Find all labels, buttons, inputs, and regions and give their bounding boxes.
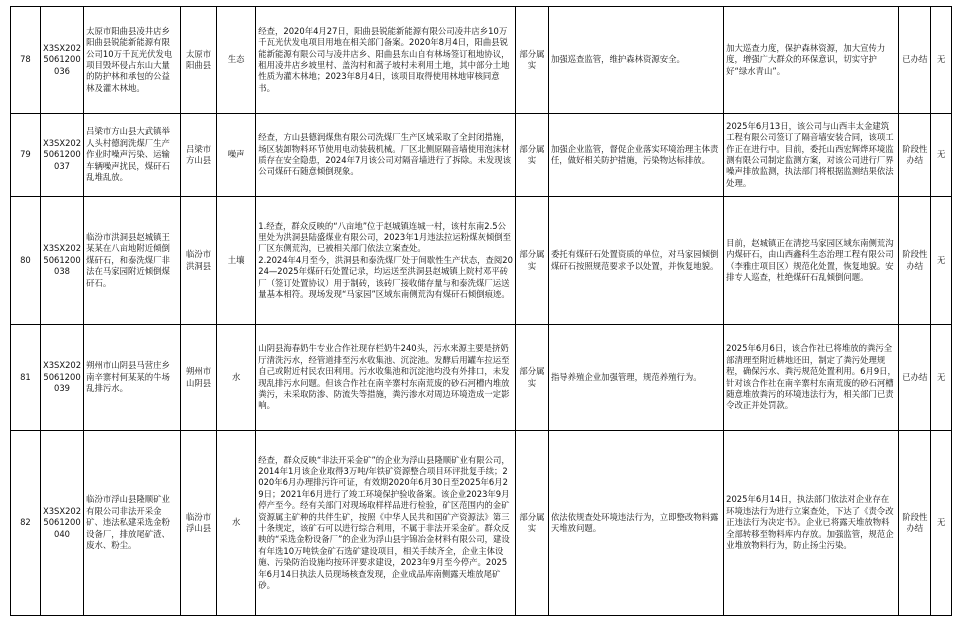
complaint-content: 朔州市山阴县马营庄乡南辛寨村何某某的牛场乱排污水。 xyxy=(84,325,181,431)
row-number: 79 xyxy=(11,114,41,197)
case-code: X3SX2025061200037 xyxy=(40,114,83,197)
accountability: 无 xyxy=(931,114,952,197)
table-row xyxy=(11,7,952,114)
handling-measures: 加强巡查监管，维护森林资源安全。 xyxy=(548,7,723,114)
administrative-area: 朔州市山阴县 xyxy=(181,325,217,431)
complaint-content: 吕梁市方山县大武镇举人头村德润洗煤厂生产作业时噪声污染、运输车辆噪声扰民，煤矸石乱堆乱放。 xyxy=(84,114,181,197)
case-code: X3SX2025061200040 xyxy=(40,431,83,616)
investigation-findings: 经查，2020年4月27日，阳曲县锐能新能源有限公司凌井店乡10万千瓦光伏发电项目用地在相关部门备案。2020年8月4日，阳曲县锐能新能源有限公司与凌井店乡、阳曲县东山自有林场签订租地协议，租用凌井店乡坡里村、盖沟村和蒿子坡村未利用土地，其中部分土地性质为灌木林地；2023年8月4日，该项目取得使用林地审核同意书。 xyxy=(256,7,516,114)
completion-status: 阶段性办结 xyxy=(899,431,931,616)
investigation-findings: 经查，群众反映“非法开采金矿”的企业为浮山县隆顺矿业有限公司，2014年1月该企业取得3万吨/年铁矿资源整合项目环评批复手续；2020年6月办理排污许可证，有效期2020年6月30日至2025年6月29日；2021年6月进行了竣工环境保护验收备案。该企业2023年9月停产至今。经有关部门对现场取样样品进行检验，矿区范围内的金矿资源属主矿种的共伴生矿，按照《中华人民共和国矿产资源法》第三十条规定，该矿石可以进行综合利用，不属于非法开采金矿。群众反映的“采选金粉设备厂”的企业为浮山县宇锦冶金材料有限公司，建设有年选10万吨铁金矿石选矿建设项目，相关手续齐全，企业主体设施、污染防治设施均按环评要求建设，2023年9月至今停产。2025年6月14日执法人员现场核查发现，企业成品库南侧露天堆放尾矿砂。 xyxy=(256,431,516,616)
rectification-progress: 2025年6月13日，该公司与山西丰太金建筑工程有限公司签订了隔音墙安装合同，该项工作正在进行中。目前，委托山西宏辉烨环境监测有限公司制定监测方案，对该公司进行厂界噪声排放监测，执法部门将根据监测结果依法处理。 xyxy=(724,114,899,197)
accountability: 无 xyxy=(931,431,952,616)
table-row xyxy=(11,197,952,325)
handling-measures: 加强企业监管，督促企业落实环境治理主体责任，做好相关防护措施，污染物达标排放。 xyxy=(548,114,723,197)
investigation-findings: 经查，方山县德润煤焦有限公司洗煤厂生产区域采取了全封闭措施，场区装卸物料环节使用电动装载机械。厂区北侧原隔音墙使用泡沫材质存在安全隐患，2024年7月该公司对隔音墙进行了拆除。未发现该公司煤矸石随意倾倒现象。 xyxy=(256,114,516,197)
investigation-findings: 1.经查，群众反映的“八亩地”位于赵城镇连城一村，该村东南2.5公里处为洪洞县陆盛煤业有限公司，2023年1月违法拉运粉煤灰倾倒至厂区东侧荒沟，已被相关部门依法立案查处。 2.2024年4月至今，洪洞县和泰洗煤厂处于间歇性生产状态，查阅2024—2025年煤矸石处置记录，均运送至洪洞县赵城镇上院村邓平砖厂（签订处置协议）用于制砖，该砖厂接收储存量与和泰洗煤厂运送量基本相符。现场发现“马家园”区域东南侧荒沟有煤矸石倾倒痕迹。 xyxy=(256,197,516,325)
rectification-progress: 目前，赵城镇正在清挖马家园区域东南侧荒沟内煤矸石，由山西鑫科生态治理工程有限公司（李雅庄项目区）规范化处置，恢复地貌。安排专人巡查，杜绝煤矸石乱倾倒问题。 xyxy=(724,197,899,325)
accountability: 无 xyxy=(931,197,952,325)
accountability: 无 xyxy=(931,325,952,431)
pollution-type: 水 xyxy=(217,431,256,616)
table-row xyxy=(11,325,952,431)
handling-measures: 指导养殖企业加强管理，规范养殖行为。 xyxy=(548,325,723,431)
complaint-content: 临汾市洪洞县赵城镇王某某在八亩地附近倾倒煤矸石，和泰洗煤厂非法在马家园附近倾倒煤矸石。 xyxy=(84,197,181,325)
case-code: X3SX2025061200038 xyxy=(40,197,83,325)
row-number: 78 xyxy=(11,7,41,114)
case-code: X3SX2025061200039 xyxy=(40,325,83,431)
verification-result: 部分属实 xyxy=(515,7,548,114)
verification-result: 部分属实 xyxy=(515,114,548,197)
rectification-progress: 加大巡查力度，保护森林资源，加大宣传力度，增强广大群众的环保意识，切实守护好“绿水青山”。 xyxy=(724,7,899,114)
rectification-progress: 2025年6月6日，该合作社已将堆放的粪污全部清理至附近耕地还田，制定了粪污处理规程，确保污水、粪污规范处置利用。6月9日，针对该合作社在南辛寨村东南荒废的砂石河槽随意堆放粪污的环境违法行为，相关部门已责令改正并处罚款。 xyxy=(724,325,899,431)
pollution-type: 噪声 xyxy=(217,114,256,197)
row-number: 82 xyxy=(11,431,41,616)
completion-status: 已办结 xyxy=(899,7,931,114)
row-number: 80 xyxy=(11,197,41,325)
complaint-content: 临汾市浮山县隆顺矿业有限公司非法开采金矿、违法私建采选金粉设备厂，排放尾矿渣、废水、粉尘。 xyxy=(84,431,181,616)
verification-result: 部分属实 xyxy=(515,325,548,431)
administrative-area: 临汾市洪洞县 xyxy=(181,197,217,325)
handling-measures: 委托有煤矸石处置资质的单位，对马家园倾倒煤矸石按照规范要求予以处置，并恢复地貌。 xyxy=(548,197,723,325)
handling-measures: 依法依规查处环境违法行为，立即整改物料露天堆放问题。 xyxy=(548,431,723,616)
verification-result: 部分属实 xyxy=(515,197,548,325)
verification-result: 部分属实 xyxy=(515,431,548,616)
table-row xyxy=(11,114,952,197)
pollution-type: 土壤 xyxy=(217,197,256,325)
administrative-area: 吕梁市方山县 xyxy=(181,114,217,197)
petition-table xyxy=(10,6,952,616)
administrative-area: 临汾市浮山县 xyxy=(181,431,217,616)
table-row xyxy=(11,431,952,616)
accountability: 无 xyxy=(931,7,952,114)
investigation-findings: 山阴县海春奶牛专业合作社现存栏奶牛240头，污水来源主要是挤奶厅清洗污水，经管道排至污水收集池、沉淀池。发酵后用罐车拉运至自己或附近村民农田利用。污水收集池和沉淀池均没有外排口，未发现乱排污水问题。但该合作社在南辛寨村东南荒废的砂石河槽内堆放粪污，未采取防渗、防流失等措施，粪污渗水对周边环境造成一定影响。 xyxy=(256,325,516,431)
rectification-progress: 2025年6月14日，执法部门依法对企业存在环境违法行为进行立案查处，下达了《责令改正违法行为决定书》。企业已将露天堆放物料全部转移至物料库内存放。加强监管，规范企业堆放物料行为，防止扬尘污染。 xyxy=(724,431,899,616)
completion-status: 阶段性办结 xyxy=(899,197,931,325)
case-code: X3SX2025061200036 xyxy=(40,7,83,114)
report-page xyxy=(10,6,952,616)
administrative-area: 太原市阳曲县 xyxy=(181,7,217,114)
complaint-content: 太原市阳曲县凌井店乡阳曲县锐能新能源有限公司10万千瓦光伏发电项目毁坏侵占东山大量的防护林和承包的公益林及灌木林地。 xyxy=(84,7,181,114)
completion-status: 已办结 xyxy=(899,325,931,431)
pollution-type: 水 xyxy=(217,325,256,431)
completion-status: 阶段性办结 xyxy=(899,114,931,197)
pollution-type: 生态 xyxy=(217,7,256,114)
row-number: 81 xyxy=(11,325,41,431)
